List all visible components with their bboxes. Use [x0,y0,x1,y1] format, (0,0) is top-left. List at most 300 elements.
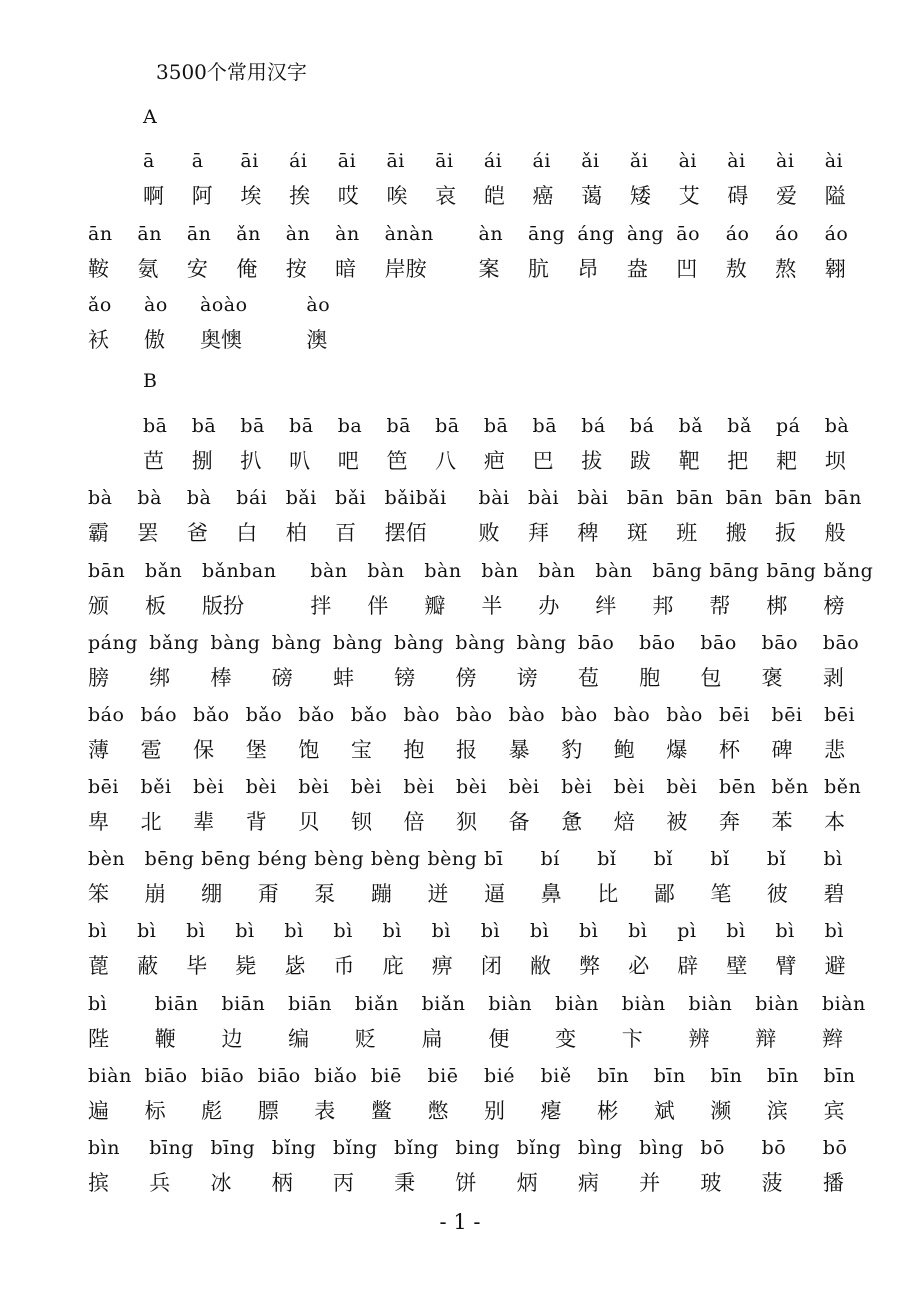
pinyin-syllable: bàn [367,560,405,582]
pinyin-syllable: ān [88,223,113,245]
hanzi-character: 豹 [561,738,583,762]
pinyin-syllable: bǎo [193,704,230,726]
pinyin-syllable: biān [221,993,266,1015]
hanzi-character: 炳 [516,1171,538,1195]
pinyin-syllable: áo [725,223,750,245]
pinyin-syllable: bān [824,487,862,509]
pinyin-syllable: ài [776,150,795,172]
pinyin-syllable: bǎo [350,704,388,726]
pinyin-syllable: àn [335,223,360,245]
pinyin-syllable: ài [824,150,844,172]
hanzi-character: 半 [481,594,503,618]
hanzi-character: 惫 [561,810,583,834]
entry-line [0,150,920,214]
hanzi-character: 避 [824,954,846,978]
hanzi-character: 巴 [532,449,554,473]
hanzi-character: 柄 [271,1171,293,1195]
section-letter-b: B [143,370,157,392]
entry-line [0,560,920,624]
hanzi-character: 笆 [386,449,408,473]
hanzi-character: 膀 [88,666,109,690]
pinyin-syllable: àoào [200,294,248,316]
hanzi-character: 扳 [775,521,797,545]
pinyin-syllable: ái [289,150,308,172]
entry-line [0,1065,920,1129]
hanzi-character: 倍 [403,810,425,834]
hanzi-character: 氨 [137,257,159,281]
pinyin-syllable: bì [579,920,599,942]
hanzi-character: 霸 [88,521,109,545]
hanzi-character: 比 [597,882,619,906]
pinyin-syllable: ài [678,150,698,172]
pinyin-syllable: bí [540,848,560,870]
pinyin-syllable: bàn [538,560,576,582]
hanzi-character: 罢 [137,521,159,545]
pinyin-syllable: bǎng [823,560,874,582]
pinyin-syllable: bīn [766,1065,799,1087]
hanzi-character: 秉 [394,1171,416,1195]
pinyin-syllable: bā [483,415,509,437]
pinyin-syllable: báo [88,704,125,726]
pinyin-syllable: páng [88,632,138,654]
hanzi-character: 边 [221,1027,243,1051]
entry-line [0,294,920,358]
pinyin-syllable: bāo [577,632,615,654]
pinyin-syllable: biāo [144,1065,188,1087]
pinyin-syllable: bàn [424,560,462,582]
hanzi-character: 鄙 [653,882,675,906]
pinyin-syllable: bì [284,920,304,942]
hanzi-character: 爸 [186,521,208,545]
pinyin-syllable: bāo [761,632,799,654]
pinyin-syllable: bàn [481,560,519,582]
hanzi-character: 帮 [709,594,731,618]
hanzi-character: 疤 [483,449,505,473]
pinyin-syllable: biàn [88,1065,132,1087]
pinyin-syllable: bǐng [271,1137,317,1159]
pinyin-syllable: bēng [201,848,251,870]
hanzi-character: 坝 [824,449,846,473]
pinyin-syllable: bì [726,920,746,942]
hanzi-character: 癌 [532,184,554,208]
pinyin-syllable: bāng [766,560,817,582]
hanzi-character: 遍 [88,1099,109,1123]
hanzi-character: 绊 [595,594,617,618]
hanzi-character: 备 [508,810,530,834]
pinyin-syllable: bī [484,848,504,870]
hanzi-character: 播 [822,1171,844,1195]
pinyin-syllable: biāo [257,1065,301,1087]
pinyin-syllable: bān [725,487,763,509]
hanzi-character: 背 [245,810,267,834]
pinyin-syllable: bào [403,704,440,726]
pinyin-syllable: bǎi [285,487,317,509]
hanzi-character: 崩 [144,882,166,906]
hanzi-character: 般 [824,521,846,545]
pinyin-syllable: bǎnban [202,560,277,582]
hanzi-character: 稗 [577,521,599,545]
hanzi-character: 啊 [143,184,164,208]
hanzi-character: 本 [824,810,846,834]
hanzi-character: 便 [488,1027,510,1051]
pinyin-syllable: bèi [456,776,488,798]
entry-line [0,993,920,1057]
hanzi-character: 隘 [824,184,846,208]
pinyin-syllable: bàng [394,632,445,654]
pinyin-syllable: àn [285,223,311,245]
hanzi-character: 滨 [766,1099,788,1123]
pinyin-syllable: bèng [370,848,421,870]
pinyin-syllable: bīn [823,1065,856,1087]
hanzi-character: 百 [335,521,357,545]
hanzi-character: 阿 [191,184,213,208]
pinyin-syllable: bǐng [332,1137,378,1159]
hanzi-character: 绷 [201,882,223,906]
hanzi-character: 唉 [386,184,408,208]
pinyin-syllable: bāng [652,560,703,582]
pinyin-syllable: bàn [595,560,633,582]
hanzi-character: 埃 [240,184,262,208]
hanzi-character: 肮 [527,257,549,281]
hanzi-character: 褒 [761,666,783,690]
hanzi-character: 板 [145,594,166,618]
hanzi-character: 耙 [776,449,797,473]
hanzi-character: 盎 [626,257,648,281]
hanzi-character: 陛 [88,1027,109,1051]
pinyin-syllable: bì [529,920,550,942]
hanzi-character: 毕 [186,954,208,978]
pinyin-syllable: bēi [771,704,803,726]
pinyin-syllable: ào [144,294,168,316]
pinyin-syllable: ái [483,150,503,172]
pinyin-syllable: pì [677,920,697,942]
pinyin-syllable: āi [337,150,357,172]
pinyin-syllable: bān [88,560,126,582]
pinyin-syllable: bì [235,920,255,942]
pinyin-syllable: biě [540,1065,572,1087]
hanzi-character: 败 [478,521,500,545]
pinyin-syllable: bì [88,993,108,1015]
hanzi-character: 伴 [367,594,389,618]
hanzi-character: 拜 [527,521,549,545]
hanzi-character: 保 [193,738,215,762]
pinyin-syllable: bàng [332,632,383,654]
pinyin-syllable: bèng [314,848,365,870]
hanzi-character: 病 [577,1171,599,1195]
hanzi-character: 昂 [577,257,599,281]
hanzi-character: 斑 [626,521,648,545]
pinyin-syllable: bèi [193,776,225,798]
pinyin-syllable: bèi [508,776,540,798]
hanzi-character: 杯 [718,738,740,762]
pinyin-syllable: bì [186,920,206,942]
pinyin-syllable: báo [140,704,178,726]
pinyin-syllable: bèi [298,776,330,798]
entry-line [0,487,920,551]
pinyin-syllable: bà [137,487,162,509]
pinyin-syllable: áo [824,223,849,245]
section-letter-a: A [143,106,157,128]
pinyin-syllable: bào [666,704,703,726]
hanzi-character: 宝 [350,738,372,762]
hanzi-character: 蚌 [332,666,354,690]
pinyin-syllable: ǎi [629,150,649,172]
hanzi-character: 皑 [483,184,505,208]
hanzi-character: 弊 [579,954,601,978]
hanzi-character: 辈 [193,810,215,834]
pinyin-syllable: bǐ [710,848,730,870]
hanzi-character: 傲 [144,328,165,352]
pinyin-syllable: bèi [403,776,435,798]
pinyin-syllable: běn [771,776,809,798]
hanzi-character: 摆佰 [384,521,427,545]
pinyin-syllable: bàn [310,560,348,582]
hanzi-character: 宾 [823,1099,845,1123]
pinyin-syllable: bān [626,487,665,509]
pinyin-syllable: ba [337,415,363,437]
page-number: - 1 - [439,1210,481,1234]
hanzi-character: 靶 [678,449,700,473]
hanzi-character: 鲍 [613,738,635,762]
hanzi-character: 表 [314,1099,336,1123]
pinyin-syllable: āi [240,150,259,172]
hanzi-character: 颁 [88,594,109,618]
hanzi-character: 蹦 [370,882,392,906]
hanzi-character: 编 [288,1027,310,1051]
hanzi-character: 辩 [755,1027,777,1051]
pinyin-syllable: biàn [821,993,866,1015]
hanzi-character: 蓖 [88,954,109,978]
pinyin-syllable: ā [191,150,204,172]
pinyin-syllable: àng [626,223,665,245]
hanzi-character: 卑 [88,810,109,834]
hanzi-character: 爱 [776,184,797,208]
pinyin-syllable: bìng [639,1137,684,1159]
pinyin-syllable: bǎo [245,704,283,726]
hanzi-character: 摈 [88,1171,109,1195]
hanzi-character: 卞 [621,1027,643,1051]
pinyin-syllable: biàn [755,993,800,1015]
pinyin-syllable: bì [431,920,451,942]
pinyin-syllable: bā [532,415,558,437]
pinyin-syllable: bǐng [394,1137,439,1159]
hanzi-character: 搬 [725,521,747,545]
hanzi-character: 剥 [822,666,844,690]
pinyin-syllable: biān [288,993,332,1015]
pinyin-syllable: āng [527,223,566,245]
pinyin-syllable: bǎibǎi [384,487,447,509]
pinyin-syllable: bài [478,487,510,509]
hanzi-character: 把 [727,449,749,473]
pinyin-syllable: ào [306,294,331,316]
pinyin-syllable: béng [257,848,308,870]
hanzi-character: 毙 [235,954,257,978]
pinyin-syllable: bì [382,920,402,942]
hanzi-character: 岸胺 [384,257,427,281]
hanzi-character: 甭 [257,882,279,906]
hanzi-character: 标 [144,1099,166,1123]
hanzi-character: 碑 [771,738,793,762]
hanzi-character: 膘 [257,1099,279,1123]
hanzi-character: 堡 [245,738,267,762]
entry-line [0,920,920,984]
pinyin-syllable: āo [676,223,701,245]
pinyin-syllable: bēn [718,776,757,798]
pinyin-syllable: bīn [653,1065,686,1087]
pinyin-syllable: bài [527,487,560,509]
hanzi-character: 暗 [335,257,357,281]
hanzi-character: 挨 [289,184,311,208]
pinyin-syllable: ànàn [384,223,434,245]
hanzi-character: 彬 [597,1099,619,1123]
hanzi-character: 贝 [298,810,320,834]
hanzi-character: 案 [478,257,500,281]
pinyin-syllable: ān [186,223,212,245]
hanzi-character: 鳖 [370,1099,392,1123]
hanzi-character: 兵 [149,1171,171,1195]
hanzi-character: 邦 [652,594,674,618]
hanzi-character: 笔 [710,882,732,906]
pinyin-syllable: biǎn [421,993,466,1015]
pinyin-syllable: bān [775,487,813,509]
pinyin-syllable: bān [676,487,714,509]
pinyin-syllable: āi [386,150,405,172]
hanzi-character: 饼 [455,1171,477,1195]
hanzi-character: 泵 [314,882,336,906]
pinyin-syllable: bì [628,920,648,942]
pinyin-syllable: ān [137,223,162,245]
hanzi-character: 艾 [678,184,700,208]
hanzi-character: 胞 [639,666,661,690]
pinyin-syllable: bēi [718,704,750,726]
hanzi-character: 鼻 [540,882,562,906]
hanzi-character: 哎 [337,184,359,208]
pinyin-syllable: bǎo [298,704,335,726]
hanzi-character: 别 [484,1099,506,1123]
pinyin-syllable: bā [191,415,217,437]
pinyin-syllable: ǎn [236,223,261,245]
pinyin-syllable: ái [532,150,551,172]
pinyin-syllable: bèi [350,776,382,798]
pinyin-syllable: bēi [824,704,856,726]
pinyin-syllable: bá [629,415,655,437]
hanzi-character: 捌 [191,449,213,473]
hanzi-character: 鞍 [88,257,109,281]
pinyin-syllable: bìn [88,1137,120,1159]
pinyin-syllable: bà [824,415,850,437]
entry-line [0,223,920,287]
pinyin-syllable: bā [435,415,460,437]
hanzi-character: 钡 [350,810,372,834]
pinyin-syllable: bèi [613,776,645,798]
pinyin-syllable: bì [137,920,157,942]
hanzi-character: 芭 [143,449,164,473]
pinyin-syllable: bāo [700,632,737,654]
pinyin-syllable: bèng [427,848,478,870]
hanzi-character: 绑 [149,666,171,690]
hanzi-character: 白 [236,521,258,545]
pinyin-syllable: biàn [488,993,533,1015]
hanzi-character: 雹 [140,738,162,762]
hanzi-character: 蔽 [137,954,159,978]
hanzi-character: 敖 [725,257,747,281]
pinyin-syllable: bāo [822,632,860,654]
pinyin-syllable: bǐ [766,848,787,870]
pinyin-syllable: bǐ [597,848,617,870]
hanzi-character: 扒 [240,449,262,473]
hanzi-character: 瘪 [540,1099,562,1123]
pinyin-syllable: bá [581,415,606,437]
hanzi-character: 鞭 [154,1027,176,1051]
hanzi-character: 澳 [306,328,328,352]
pinyin-syllable: bā [386,415,411,437]
hanzi-character: 奥懊 [200,328,242,352]
hanzi-character: 镑 [394,666,416,690]
hanzi-character: 贬 [354,1027,376,1051]
entry-line [0,632,920,696]
hanzi-character: 彪 [201,1099,223,1123]
pinyin-syllable: bì [480,920,501,942]
pinyin-syllable: bào [508,704,546,726]
pinyin-syllable: bì [775,920,795,942]
pinyin-syllable: biàn [621,993,666,1015]
hanzi-character: 暴 [508,738,530,762]
pinyin-syllable: biǎn [354,993,399,1015]
hanzi-character: 痹 [431,954,453,978]
hanzi-character: 碧 [823,882,845,906]
pinyin-syllable: bái [236,487,268,509]
pinyin-syllable: bié [484,1065,516,1087]
hanzi-character: 饱 [298,738,320,762]
hanzi-character: 濒 [710,1099,732,1123]
hanzi-character: 苯 [771,810,793,834]
hanzi-character: 磅 [271,666,293,690]
hanzi-character: 丙 [332,1171,354,1195]
pinyin-syllable: bàng [516,632,567,654]
hanzi-character: 拌 [310,594,332,618]
pinyin-syllable: bì [824,920,844,942]
hanzi-character: 并 [639,1171,661,1195]
pinyin-syllable: bīng [149,1137,194,1159]
hanzi-character: 版扮 [202,594,245,618]
hanzi-character: 抱 [403,738,425,762]
pinyin-syllable: bēi [88,776,119,798]
hanzi-character: 矮 [629,184,651,208]
hanzi-character: 壁 [726,954,748,978]
document-title: 3500个常用汉字 [156,60,307,84]
pinyin-syllable: bì [333,920,353,942]
hanzi-character: 叭 [289,449,311,473]
pinyin-syllable: běi [140,776,172,798]
entry-line [0,776,920,840]
pinyin-syllable: áng [577,223,615,245]
hanzi-character: 爆 [666,738,688,762]
hanzi-character: 臂 [775,954,797,978]
pinyin-syllable: bō [761,1137,787,1159]
hanzi-character: 憋 [427,1099,449,1123]
pinyin-syllable: bō [822,1137,848,1159]
pinyin-syllable: bǐng [516,1137,562,1159]
hanzi-character: 班 [676,521,698,545]
hanzi-character: 被 [666,810,688,834]
hanzi-character: 安 [186,257,208,281]
hanzi-character: 柏 [285,521,307,545]
pinyin-syllable: bīn [597,1065,630,1087]
pinyin-syllable: bīng [210,1137,256,1159]
pinyin-syllable: bìng [577,1137,623,1159]
pinyin-syllable: bǎn [145,560,183,582]
pinyin-syllable: biē [370,1065,402,1087]
